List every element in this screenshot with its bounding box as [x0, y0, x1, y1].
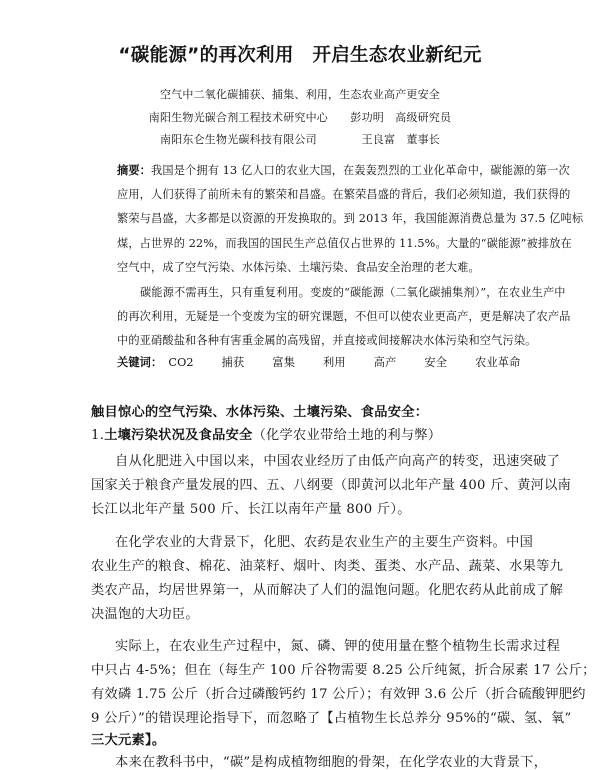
subsection-title: 土壤污染状况及食品安全: [104, 428, 253, 443]
subsection-heading: [91, 424, 441, 443]
body-line: 有效磷 1.75 公斤（折合过磷酸钙约 17 公斤）；有效钾 3.6 公斤（折合硫酸钾肥约: [91, 687, 586, 702]
abstract-line: 煤，占世界的 22%，而我国的国民生产总值仅占世界的 11.5%。大量的“碳能源”被排放在: [117, 237, 572, 250]
body-line: 实际上，在农业生产过程中，氮、磷、钾的使用量在整个植物生长需求过程: [115, 639, 561, 654]
subtitle: 空气中二氧化碳捕获、捕集、利用，生态农业高产更安全: [160, 88, 440, 101]
body-line: 三大元素】。: [91, 733, 166, 748]
abstract-line: 的再次利用，无疑是一个变废为宝的研究课题，不但可以使农业更高产，更是解决了农产品: [117, 310, 571, 323]
body-line: 中只占 4-5%；但在（每生产 100 斤谷物需要 8.25 公斤纯氮，折合尿素 17 公斤；: [91, 663, 596, 678]
abstract-line: 繁荣与昌盛，大多都是以资源的开发换取的。到 2013 年，我国能源消费总量为 37.5 亿吨标: [117, 212, 584, 225]
body-line: 决温饱的大功臣。: [91, 607, 199, 622]
abstract-line: [117, 162, 570, 178]
abstract-line: 碳能源不需再生，只有重复利用。变废的“碳能源（二氧化碳捕集剂）”，在农业生产中: [140, 286, 566, 299]
section-heading: 触目惊心的空气污染、水体污染、土壤污染、食品安全：: [91, 405, 429, 420]
body-line: 长江以北年产量 500 斤、长江以南年产量 800 斤）。: [91, 502, 411, 517]
keyword: 富集: [272, 356, 296, 369]
abstract-label: 摘要：: [117, 164, 152, 177]
body-line: 本来在教科书中，“碳”是构成植物细胞的骨架，在化学农业的大背景下，: [115, 755, 548, 770]
keyword: CO2: [168, 356, 194, 369]
keywords-line: [117, 354, 548, 370]
author-line: 南阳东仑生物光碳科技有限公司 王良富 董事长: [160, 133, 440, 146]
keyword: 利用: [323, 356, 346, 369]
body-line: 在化学农业的大背景下，化肥、农药是农业生产的主要生产资料。中国: [115, 535, 534, 550]
body-line: 国家关于粮食产量发展的四、五、八纲要（即黄河以北年产量 400 斤、黄河以南: [91, 478, 572, 493]
keyword: 农业革命: [475, 356, 521, 369]
body-line: 农业生产的粮食、棉花、油菜籽、烟叶、肉类、蛋类、水产品、蔬菜、水果等九: [91, 559, 564, 574]
body-line: 9 公斤）”的错误理论指导下，而忽略了【占植物生长总养分 95%的“碳、氢、氧”: [91, 711, 572, 726]
keyword: 高产: [373, 356, 397, 369]
abstract-line: 中的亚硝酸盐和各种有害重金属的高残留，并直接或间接解决水体污染和空气污染。: [117, 334, 537, 347]
subsection-number: 1.: [91, 428, 105, 443]
abstract-text: 我国是个拥有 13 亿人口的农业大国，在轰轰烈烈的工业化革命中，碳能源的第一次: [151, 164, 570, 177]
page-title: “碳能源”的再次利用 开启生态农业新纪元: [118, 45, 482, 66]
body-line: 自从化肥进入中国以来，中国农业经历了由低产向高产的转变，迅速突破了: [115, 454, 561, 469]
body-line: 类农产品，均居世界第一，从而解决了人们的温饱问题。化肥农药从此前成了解: [91, 583, 564, 598]
keywords-label: 关键词：: [117, 356, 163, 369]
subsection-note: （化学农业带给土地的利与弊）: [252, 428, 442, 443]
abstract-line: 应用，人们获得了前所未有的繁荣和昌盛。在繁荣昌盛的背后，我们必须知道，我们获得的: [117, 188, 571, 201]
abstract-line: 空气中，成了空气污染、水体污染、土壤污染、食品安全治理的老大难。: [117, 261, 480, 274]
author-line: 南阳生物光碳合剂工程技术研究中心 彭功明 高级研究员: [148, 111, 452, 124]
keyword: 安全: [424, 356, 448, 369]
keyword: 捕获: [221, 356, 245, 369]
